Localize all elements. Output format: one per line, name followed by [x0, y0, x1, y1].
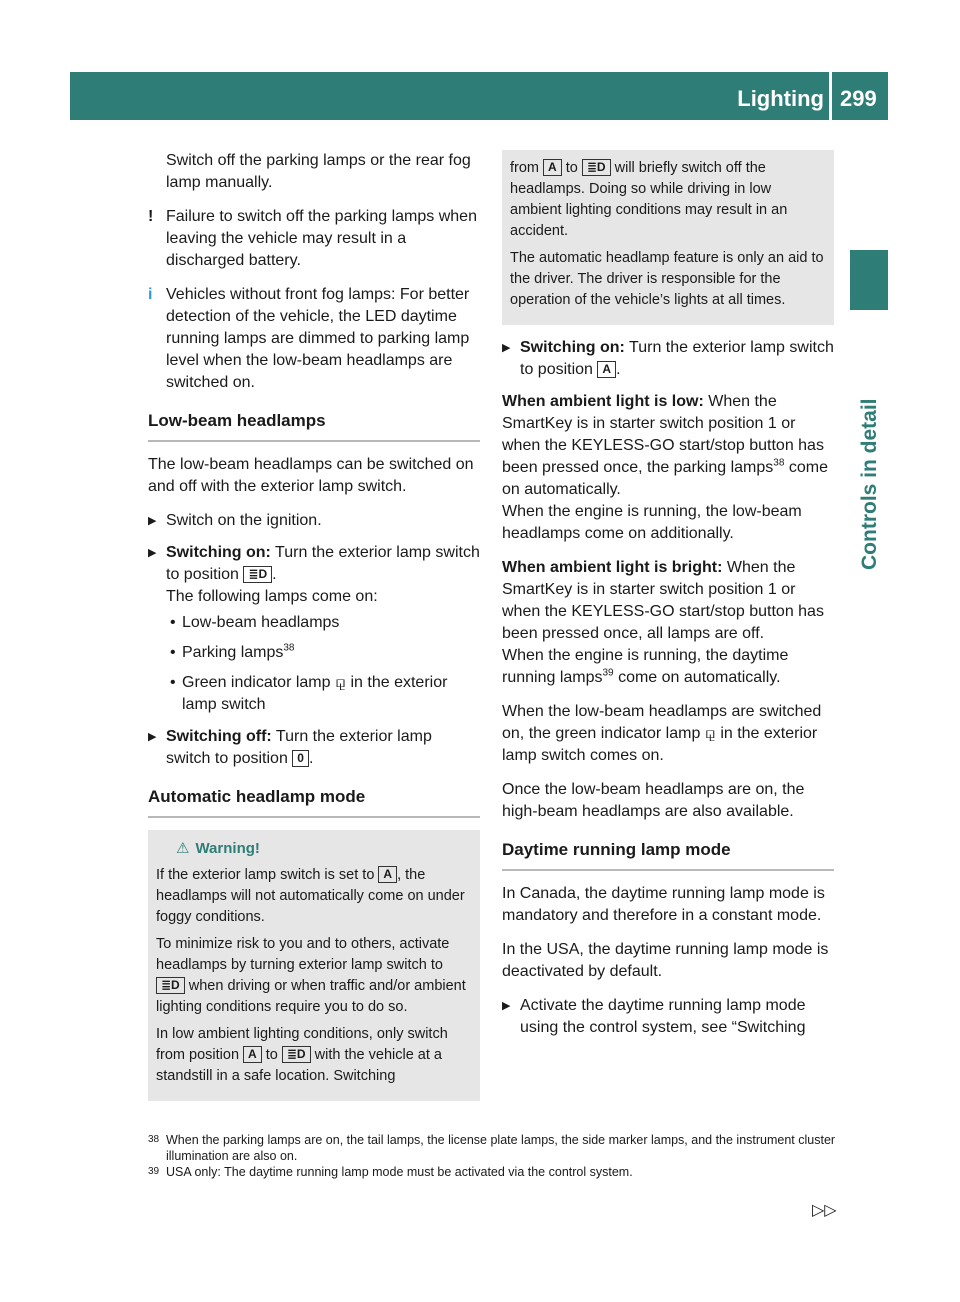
exclamation-icon: !	[148, 208, 154, 225]
paragraph-text: come on automatically.	[618, 669, 781, 686]
auto-icon: A	[243, 1046, 262, 1063]
paragraph: The low-beam headlamps can be switched on and off with the exterior lamp switch.	[148, 456, 474, 495]
note-text: Failure to switch off the parking lamps when leaving the vehicle may result in a discharged battery.	[166, 208, 477, 269]
warning-text: In low ambient lighting conditions, only switch from position	[156, 1026, 448, 1063]
warning-text: when driving or when traffic and/or ambient lighting conditions require you to do so.	[156, 978, 466, 1015]
list-item	[166, 642, 480, 664]
step: ▶ Switching on: Turn the exterior lamp switch to position A .	[502, 337, 834, 381]
footnote-text: USA only: The daytime running lamp mode must be activated via the control system.	[166, 1165, 633, 1179]
step-text: Turn the exterior lamp switch to position	[520, 339, 834, 378]
paragraph-text: come on automatically.	[502, 459, 828, 498]
warning-paragraph: The automatic headlamp feature is only an aid to the driver. The driver is responsible for the operation of the vehicle’s lights at all times.	[510, 250, 824, 308]
footnote-ref: 39	[602, 667, 614, 679]
auto-icon: A	[597, 361, 616, 378]
side-tab-label: Controls in detail	[858, 398, 881, 570]
paragraph-text: When the SmartKey is in starter switch position 1 or when the KEYLESS-GO start/stop button has been pressed once, the parking lamps	[502, 393, 824, 476]
warning-text: with the vehicle at a standstill in a safe location. Switching	[156, 1047, 442, 1084]
warning-text: To minimize risk to you and to others, activate headlamps by turning exterior lamp switch to	[156, 936, 450, 973]
footnote-number: 38	[148, 1134, 160, 1145]
step: ▶ Switching off: Turn the exterior lamp switch to position 0 .	[148, 726, 480, 770]
list-item: • Low-beam headlamps	[166, 612, 480, 634]
warning-title: Warning!	[195, 840, 260, 857]
paragraph: In the USA, the daytime running lamp mode is deactivated by default.	[502, 941, 829, 980]
continue-marker: ▷▷	[812, 1202, 837, 1219]
right-column	[502, 150, 834, 1049]
paragraph	[502, 557, 834, 689]
paragraph: Once the low-beam headlamps are on, the high-beam headlamps are also available.	[502, 781, 805, 820]
warning-paragraph	[510, 158, 826, 242]
paragraph-text: When the low-beam headlamps are switched on, the green indicator lamp	[502, 703, 822, 742]
step-label: Switching off:	[166, 728, 272, 745]
warning-paragraph	[156, 934, 472, 1018]
note-text: Vehicles without front fog lamps: For better detection of the vehicle, the LED daytime running lamps are dimmed to parking lamp level when the low-beam headlamps are switched on.	[166, 286, 470, 391]
warning-text: to	[265, 1047, 278, 1063]
footnote-ref: 38	[773, 457, 785, 469]
step: ▶ Switch on the ignition.	[148, 510, 480, 532]
page-number: 299	[840, 86, 877, 111]
list-item-text: in the exterior lamp switch	[182, 674, 448, 713]
warning-icon: ⚠	[176, 840, 190, 857]
heading-automatic: Automatic headlamp mode	[148, 786, 480, 818]
footnote-ref: 38	[283, 642, 295, 654]
heading-low-beam: Low-beam headlamps	[148, 410, 480, 442]
side-tab-marker	[850, 250, 888, 310]
warning-paragraph	[156, 1024, 472, 1087]
left-column	[148, 150, 480, 1101]
paragraph-label: When ambient light is low:	[502, 393, 704, 410]
low-beam-icon: ≣D	[282, 1046, 311, 1063]
paragraph	[502, 391, 834, 545]
warning-paragraph	[156, 865, 472, 928]
list-item	[166, 672, 480, 716]
header-separator	[829, 72, 832, 120]
warning-text: will briefly switch off the headlamps. Doing so while driving in low ambient lighting conditions may result in an accident.	[510, 160, 788, 239]
warning-box	[148, 830, 480, 1101]
auto-icon: A	[543, 159, 562, 176]
warning-text: from	[510, 160, 539, 176]
warning-header	[156, 838, 472, 859]
indicator-lamp-icon: ⚼	[704, 725, 716, 742]
section-title: Lighting	[737, 86, 824, 111]
step: ▶ Switching on: Turn the exterior lamp switch to position ≣D . The following lamps come on: • Low-beam headlamps • Parking lamps$^{38}$ • Green indicator lamp ⚼ in the exterior lamp switch	[148, 542, 480, 716]
side-tab	[858, 330, 898, 630]
list-item-text: Parking lamps	[182, 644, 284, 661]
low-beam-icon: ≣D	[243, 566, 272, 583]
warning-text: to	[565, 160, 578, 176]
step-text: Turn the exterior lamp switch to position	[166, 544, 480, 583]
low-beam-icon: ≣D	[156, 977, 185, 994]
warning-text: , the headlamps will not automatically come on under foggy conditions.	[156, 867, 465, 925]
warning-text: If the exterior lamp switch is set to	[156, 867, 375, 883]
paragraph: In Canada, the daytime running lamp mode is mandatory and therefore in a constant mode.	[502, 885, 825, 924]
paragraph-label: When ambient light is bright:	[502, 559, 723, 576]
indicator-lamp-icon: ⚼	[334, 674, 347, 691]
auto-icon: A	[378, 866, 397, 883]
note-caution	[148, 206, 480, 272]
info-icon: i	[148, 286, 153, 303]
note-info	[148, 284, 480, 394]
step-label: Switching on:	[520, 339, 625, 356]
footnote	[148, 1164, 848, 1180]
warning-box-continued	[502, 150, 834, 325]
footnote-text: When the parking lamps are on, the tail lamps, the license plate lamps, the side marker lamps, and the instrument cluster illumination are also on.	[166, 1133, 836, 1163]
off-position-icon: 0	[292, 750, 309, 767]
footnote-number: 39	[148, 1166, 160, 1177]
paragraph-text: When the engine is running, the daytime running lamps	[502, 647, 789, 686]
paragraph	[502, 701, 834, 767]
step-text: Turn the exterior lamp switch to position	[166, 728, 432, 767]
low-beam-icon: ≣D	[582, 159, 611, 176]
heading-daytime: Daytime running lamp mode	[502, 839, 834, 871]
step: ▶ Activate the daytime running lamp mode using the control system, see “Switching	[502, 995, 834, 1039]
paragraph-text: When the SmartKey is in starter switch position 1 or when the KEYLESS-GO start/stop button has been pressed once, all lamps are off.	[502, 559, 824, 642]
list-item-text: Green indicator lamp	[182, 674, 331, 691]
footnotes	[148, 1132, 848, 1180]
paragraph: Switch off the parking lamps or the rear fog lamp manually.	[166, 152, 471, 191]
paragraph-text: When the engine is running, the low-beam headlamps come on additionally.	[502, 503, 802, 542]
paragraph-text: in the exterior lamp switch comes on.	[502, 725, 818, 764]
step-label: Switching on:	[166, 544, 271, 561]
footnote	[148, 1132, 848, 1164]
step-text: The following lamps come on:	[166, 588, 378, 605]
